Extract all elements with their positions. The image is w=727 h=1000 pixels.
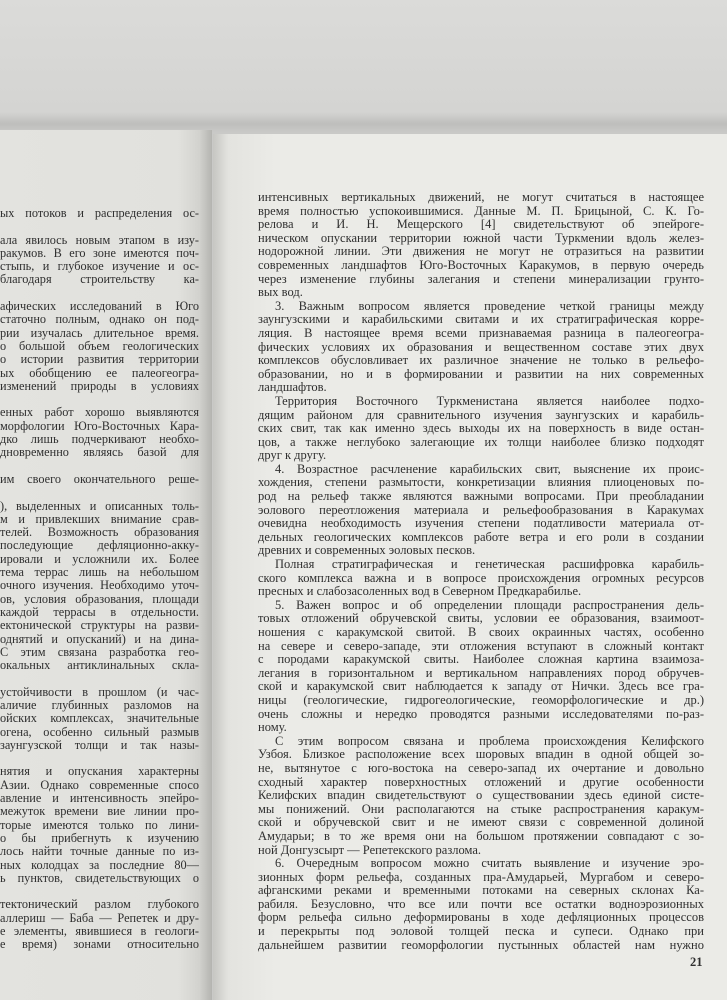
left-page-line: нятия и опускания характерны	[0, 765, 199, 779]
left-page-line: ектонической структуры на разви-	[0, 619, 199, 633]
right-page-line: с породами каракумской свиты. Наиболее сложная картина взаимоза-	[258, 653, 704, 667]
left-page-line: м и привлекших внимание срав-	[0, 512, 199, 526]
right-page-line: ской и обручевской свит и не имеют связи с современной долиной	[258, 816, 704, 830]
left-page-line: аллериш — Баба — Репетек и дру-	[0, 911, 199, 925]
right-page-line: вых вод.	[258, 286, 303, 300]
paragraph-first-line: 3. Важным вопросом является проведение четкой границы между	[275, 299, 704, 313]
left-page-line: изменений природы в условиях	[0, 379, 199, 393]
left-page-line: дновременно являясь базой для	[0, 446, 199, 460]
left-page-line: Азии. Однако современные спосо	[0, 778, 199, 792]
right-page-line: ских свит, так как именно здесь выходы их на поверхность в виде остан-	[258, 422, 704, 436]
cropped-line	[0, 885, 199, 898]
left-page-line: межуток времени вие линии про-	[0, 805, 199, 819]
paragraph-first-line: Территория Восточного Туркменистана является наиболее подхо-	[275, 394, 704, 408]
left-page	[0, 130, 212, 1000]
paragraph-first-line: 4. Возрастное расчленение карабильских свит, выяснение их проис-	[275, 462, 704, 476]
right-page-line: сходный характер поверхностных отложений и другие особенности	[258, 775, 704, 789]
left-page-line: огена, особенно сильный размыв	[0, 725, 199, 739]
right-page-line: заунгузскими и карабильскими свитами и их стратиграфическая корре-	[258, 313, 704, 327]
left-page-line: тема террас лишь на небольшом	[0, 566, 199, 580]
left-page-line: ировали и усложнили их. Более	[0, 552, 199, 566]
left-page-line: о бы прибегнуть к изучению	[0, 831, 199, 845]
left-page-line: морфологии Юго-Восточных Кара-	[0, 419, 199, 433]
right-page-line: друг к другу.	[258, 449, 327, 463]
left-page-line: очного изучения. Необходимо уточ-	[0, 579, 199, 593]
left-page-line: телей. Возможность образования	[0, 526, 199, 540]
left-page-line: ракумов. В его зоне имеются поч-	[0, 246, 199, 260]
paragraph-first-line: С этим вопросом связана и проблема происхождения Келифского	[275, 734, 704, 748]
right-page-line: цов, а также неглубоко залегающие их толщи наиболее близко подходят	[258, 435, 704, 449]
left-page-line: ала явилось новым этапом в изу-	[0, 233, 199, 247]
cropped-line	[0, 220, 199, 233]
right-page	[213, 134, 727, 1000]
right-page-line: на севере и северо-западе, эти отложения вступают в сложный контакт	[258, 639, 704, 653]
left-page-line: С этим связана разработка гео-	[0, 645, 199, 659]
cropped-line	[0, 287, 199, 300]
cropped-line	[0, 672, 199, 685]
right-page-line: эолового переотложения материала и рельефообразования в Каракумах	[258, 503, 704, 517]
right-page-line: ляция. В настоящее время всеми признаваемая разница в палеогеогра-	[258, 326, 704, 340]
right-page-line: комплексов обусловливает их различное значение не только в рельефо-	[258, 354, 704, 368]
right-page-line: форм рельефа сильно деформированы в ходе дефляционных процессов	[258, 911, 704, 925]
left-page-text	[0, 207, 199, 952]
cropped-line	[0, 486, 199, 499]
right-page-line: современных ландшафтов Юго-Восточных Каракумов, в первую очередь	[258, 258, 704, 272]
left-page-line: однятий и опусканий) и на дина-	[0, 632, 199, 646]
right-page-line: ландшафтов.	[258, 381, 327, 395]
left-page-line: ых обобщению ее палеогеогра-	[0, 366, 199, 380]
left-page-line: ов, условия образования, площади	[0, 592, 199, 606]
right-page-line: Амударьи; в то же время они на большом протяжении совпадают с зо-	[258, 829, 704, 843]
left-page-line: последующие дефляционно-акку-	[0, 539, 199, 553]
left-page-line: тектонический разлом глубокого	[0, 898, 199, 912]
left-page-line: стыпь, и глубокое изучение и ос-	[0, 260, 199, 274]
left-page-line: им своего окончательного реше-	[0, 472, 199, 486]
right-page-line: интенсивных вертикальных движений, не могут считаться в настоящее	[258, 191, 704, 204]
left-page-line: устойчивости в прошлом (и час-	[0, 685, 199, 699]
left-page-line: о большой объем геологических	[0, 339, 199, 353]
cropped-line	[0, 460, 199, 473]
right-page-line: дельных геологических комплексов работе ветра и его роли в создании	[258, 530, 704, 544]
right-page-line: ному.	[258, 721, 287, 735]
left-page-line: торые имеются только по лини-	[0, 818, 199, 832]
right-page-line: зионных форм рельефа, созданных пра-Амударьей, Мургабом и северо-	[258, 870, 704, 884]
right-page-line: ского комплекса важна и в вопросе происхождения огромных ресурсов	[258, 571, 704, 585]
right-page-line: релова и И. Н. Мещерского [4] свидетельствуют об эпейроге-	[258, 218, 704, 232]
right-page-line: Узбоя. Близкое расположение всех шоровых впадин в одной общей зо-	[258, 748, 704, 762]
left-page-line: авление и интенсивность эпейро-	[0, 792, 199, 806]
right-page-line: очевидна необходимость изучения степени податливости материала от-	[258, 517, 704, 531]
left-page-line: дко лишь подчеркивают необхо-	[0, 433, 199, 447]
right-page-line: образовании, но и в формировании и развитии на них современных	[258, 367, 704, 381]
left-page-line: ойских комплексах, значительные	[0, 712, 199, 726]
left-page-line: благодаря строительству ка-	[0, 273, 199, 287]
right-page-line: хождения, степени размытости, конкретизации влияния плиоценовых по-	[258, 476, 704, 490]
right-page-line: очень сложны и нередко проводятся разными исследователями по-раз-	[258, 707, 704, 721]
left-page-line: ых потоков и распределения ос-	[0, 207, 199, 220]
right-page-line: через изменение глубины залегания и степени минерализации грунто-	[258, 272, 704, 286]
right-page-line: время полностью успокоившимися. Данные М. П. Брицыной, С. К. Го-	[258, 204, 704, 218]
right-page-line: рабиля. Безусловно, что все или почти все остатки водноэрозионных	[258, 897, 704, 911]
right-page-line: нодорожной линии. Эти движения не могут не отразиться на развитии	[258, 245, 704, 259]
left-page-line: ), выделенных и описанных толь-	[0, 499, 199, 513]
page-number: 21	[690, 955, 703, 969]
paragraph-first-line: Полная стратиграфическая и генетическая расшифровка карабиль-	[275, 558, 704, 572]
right-page-line: афганскими реками и временными потоками на северных склонах Ка-	[258, 884, 704, 898]
paragraph-first-line: 6. Очередным вопросом можно считать выявление и изучение эро-	[275, 857, 704, 871]
left-page-line: енных работ хорошо выявляются	[0, 406, 199, 420]
right-page-line: пресных и слабозасоленных вод в Северном Предкарабилье.	[258, 585, 582, 599]
right-page-line: и перекрыты под эоловой толщей песка и супеси. Однако при	[258, 925, 704, 939]
right-page-line: товых отложений обручевской свиты, условии ее образования, взаимоот-	[258, 612, 704, 626]
right-page-line: легания в горизонтальном и вертикальном направлениях пород обручев-	[258, 666, 704, 680]
right-page-line: фических условиях их образования и вещественном составе этих двух	[258, 340, 704, 354]
left-page-line: е элементы, явившиеся в геологи-	[0, 925, 199, 939]
right-page-line: древних и современных эоловых песков.	[258, 544, 476, 558]
right-page-line: Келифских впадин свидетельствуют о существовании здесь единой систе-	[258, 789, 704, 803]
left-page-line: е время) зонами относительно	[0, 938, 199, 952]
right-page-line: ской и каракумской свит наблюдается к западу от Нички. Здесь все гра-	[258, 680, 704, 694]
right-page-line: ническом опускании территории южной части Туркмении вдоль желез-	[258, 231, 704, 245]
cropped-line	[0, 752, 199, 765]
right-page-line: мы понижений. Они располагаются на стыке распространения каракум-	[258, 802, 704, 816]
left-page-line: о истории развития территории	[0, 353, 199, 367]
right-page-line: дящим районом для сравнительного изучения заунгузских и карабиль-	[258, 408, 704, 422]
left-page-line: ь пунктов, свидетельствующих о	[0, 871, 199, 885]
right-page-text	[258, 191, 704, 952]
left-page-line: лось найти точные данные по из-	[0, 845, 199, 859]
paragraph-first-line: 5. Важен вопрос и об определении площади распространения дель-	[275, 598, 704, 612]
left-page-line: рии изучалась длительное время.	[0, 326, 199, 340]
right-page-line: ной Донгузсырт — Репетекского разлома.	[258, 843, 482, 857]
cropped-line	[0, 393, 199, 406]
right-page-line: ницы (геологические, гидрогеологические, геоморфологические и др.)	[258, 693, 704, 707]
right-page-line: род на рельеф также являются важными вопросами. При преобладании	[258, 490, 704, 504]
left-page-line: заунгузской толщи и так назы-	[0, 738, 199, 752]
right-page-line: дальнейшем развитии геоморфологии пустынных областей нам нужно	[258, 938, 704, 952]
left-page-line: каждой террасы в отдельности.	[0, 605, 199, 619]
left-page-line: ных колодцах за последние 80—	[0, 858, 199, 872]
right-page-line: ношения с каракумской свитой. В своих окраинных частях, особенно	[258, 626, 704, 639]
left-page-line: окальных антиклинальных скла-	[0, 659, 199, 673]
left-page-line: статочно полным, однако он под-	[0, 313, 199, 327]
left-page-line: аличие глубинных разломов на	[0, 698, 199, 712]
left-page-line: афических исследований в Юго	[0, 300, 199, 314]
right-page-line: не, вытянутое с юго-востока на северо-запад их очертание и довольно	[258, 761, 704, 775]
